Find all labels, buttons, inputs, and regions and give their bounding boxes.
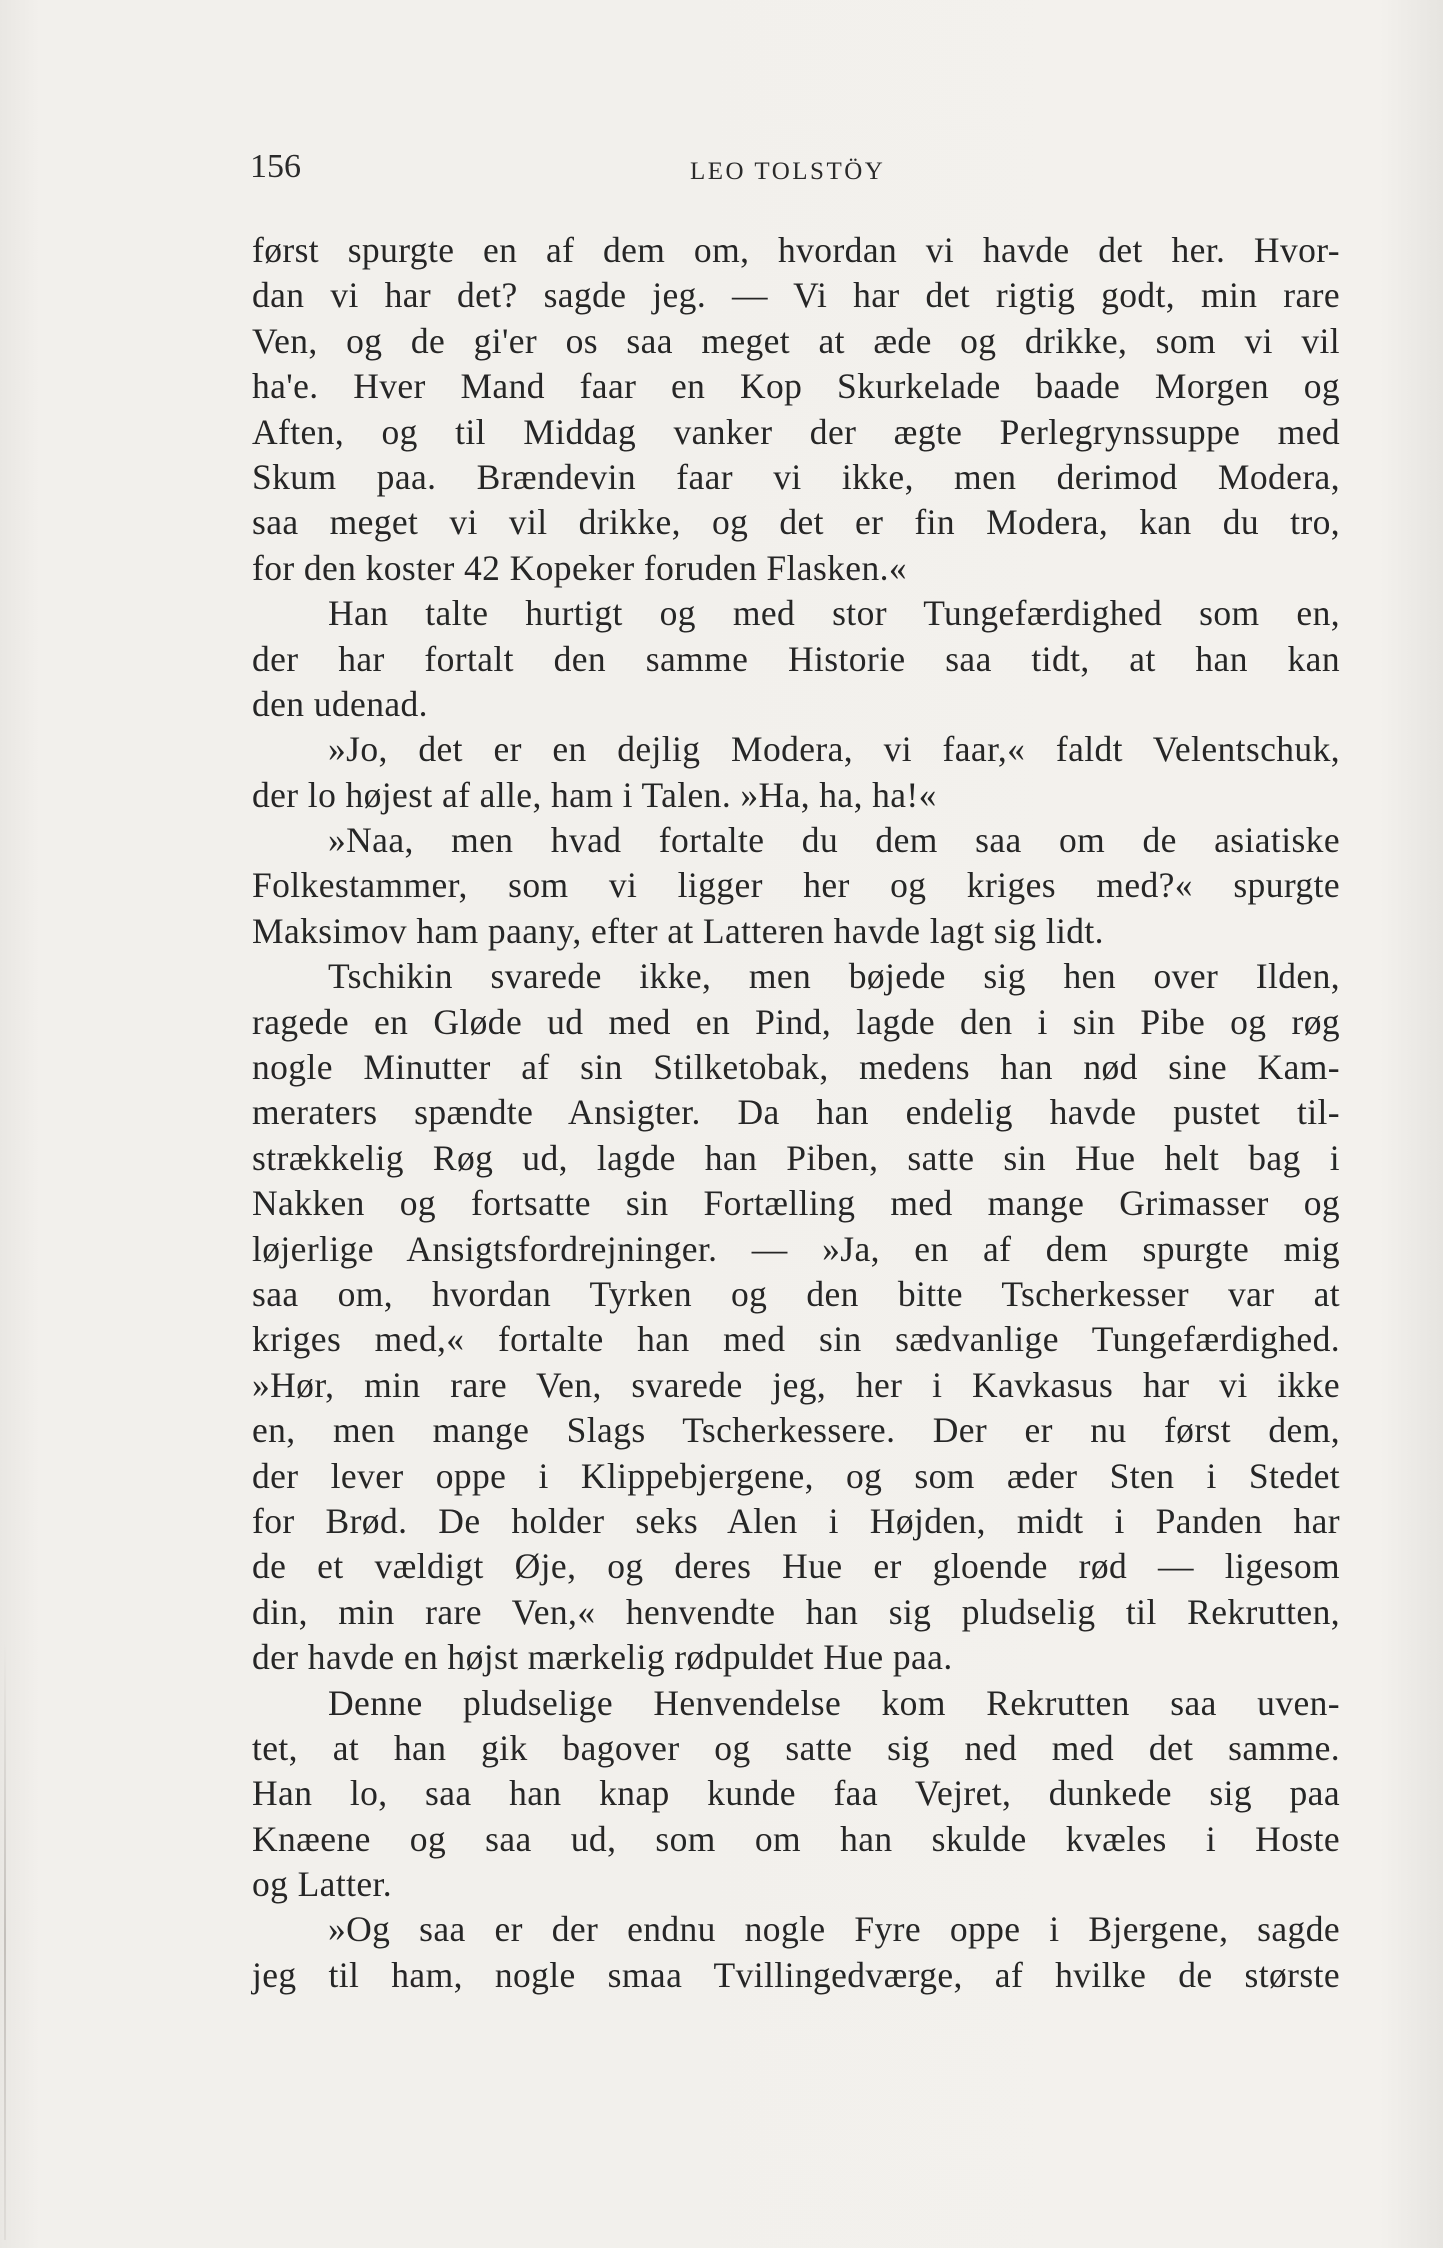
page-edge-shadow bbox=[4, 1640, 6, 2240]
text-line: løjerlige Ansigtsfordrejninger. — »Ja, en af dem spurgte mig bbox=[252, 1228, 1340, 1269]
text-line: saa meget vi vil drikke, og det er fin Modera, kan du tro, bbox=[252, 502, 1340, 543]
running-head: LEO TOLSTÖY bbox=[690, 158, 886, 185]
body-text bbox=[252, 228, 1340, 1998]
text-line: »Jo, det er en dejlig Modera, vi faar,« faldt Velentschuk, bbox=[328, 729, 1340, 770]
text-line: Nakken og fortsatte sin Fortælling med mange Grimasser og bbox=[252, 1183, 1340, 1224]
text-line: der har fortalt den samme Historie saa tidt, at han kan bbox=[252, 638, 1340, 679]
text-line: saa om, hvordan Tyrken og den bitte Tscherkesser var at bbox=[252, 1273, 1340, 1314]
text-line: for Brød. De holder seks Alen i Højden, midt i Panden har bbox=[252, 1500, 1340, 1541]
text-line: jeg til ham, nogle smaa Tvillingedværge, af hvilke de største bbox=[252, 1954, 1340, 1995]
text-line: »Hør, min rare Ven, svarede jeg, her i Kavkasus har vi ikke bbox=[252, 1364, 1340, 1405]
text-line: »Og saa er der endnu nogle Fyre oppe i Bjergene, sagde bbox=[328, 1909, 1340, 1950]
text-line: Aften, og til Middag vanker der ægte Perlegrynssuppe med bbox=[252, 411, 1340, 452]
text-line: der havde en højst mærkelig rødpuldet Hue paa. bbox=[252, 1637, 953, 1678]
text-line: din, min rare Ven,« henvendte han sig pludselig til Rekrutten, bbox=[252, 1591, 1340, 1632]
text-line: ragede en Gløde ud med en Pind, lagde den i sin Pibe og røg bbox=[252, 1001, 1340, 1042]
text-line: dan vi har det? sagde jeg. — Vi har det rigtig godt, min rare bbox=[252, 275, 1340, 316]
text-line: den udenad. bbox=[252, 683, 428, 724]
text-line: kriges med,« fortalte han med sin sædvanlige Tungefærdighed. bbox=[252, 1319, 1340, 1360]
text-line: nogle Minutter af sin Stilketobak, medens han nød sine Kam- bbox=[252, 1047, 1340, 1088]
text-line: Knæene og saa ud, som om han skulde kvæles i Hoste bbox=[252, 1818, 1340, 1859]
text-line: Han lo, saa han knap kunde faa Vejret, dunkede sig paa bbox=[252, 1773, 1340, 1814]
text-line: strækkelig Røg ud, lagde han Piben, satte sin Hue helt bag i bbox=[252, 1137, 1340, 1178]
text-line: de et vældigt Øje, og deres Hue er gloende rød — ligesom bbox=[252, 1546, 1340, 1587]
text-line: Ven, og de gi'er os saa meget at æde og drikke, som vi vil bbox=[252, 320, 1340, 361]
page-number: 156 bbox=[250, 148, 301, 185]
text-line: først spurgte en af dem om, hvordan vi havde det her. Hvor- bbox=[252, 230, 1340, 270]
text-line: Maksimov ham paany, efter at Latteren havde lagt sig lidt. bbox=[252, 910, 1104, 951]
text-line: tet, at han gik bagover og satte sig ned med det samme. bbox=[252, 1727, 1340, 1768]
text-line: for den koster 42 Kopeker foruden Flasken.« bbox=[252, 547, 908, 588]
text-line: der lo højest af alle, ham i Talen. »Ha, ha, ha!« bbox=[252, 774, 937, 815]
text-line: ha'e. Hver Mand faar en Kop Skurkelade baade Morgen og bbox=[252, 366, 1340, 407]
text-line: en, men mange Slags Tscherkessere. Der er nu først dem, bbox=[252, 1410, 1340, 1451]
text-line: Tschikin svarede ikke, men bøjede sig hen over Ilden, bbox=[328, 956, 1340, 997]
text-line: »Naa, men hvad fortalte du dem saa om de asiatiske bbox=[328, 820, 1340, 861]
text-line: Han talte hurtigt og med stor Tungefærdighed som en, bbox=[328, 593, 1340, 634]
page-header bbox=[250, 148, 1340, 198]
text-line: Skum paa. Brændevin faar vi ikke, men derimod Modera, bbox=[252, 456, 1340, 497]
text-line: meraters spændte Ansigter. Da han endelig havde pustet til- bbox=[252, 1092, 1340, 1133]
text-line: Denne pludselige Henvendelse kom Rekrutten saa uven- bbox=[328, 1682, 1340, 1723]
text-line: og Latter. bbox=[252, 1864, 393, 1905]
text-line: der lever oppe i Klippebjergene, og som æder Sten i Stedet bbox=[252, 1455, 1340, 1496]
text-line: Folkestammer, som vi ligger her og kriges med?« spurgte bbox=[252, 865, 1340, 906]
